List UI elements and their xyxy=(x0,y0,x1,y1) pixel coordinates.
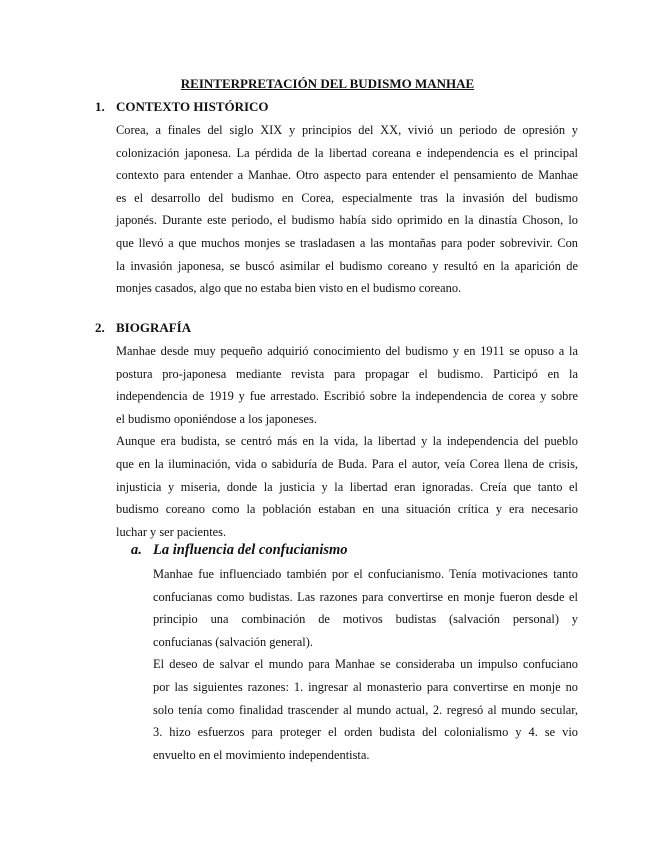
paragraph xyxy=(116,119,578,300)
subsection-title: La influencia del confucianismo xyxy=(153,542,348,558)
text-line: Manhae fue influenciado también por el confucianismo. Tenía motivaciones tanto xyxy=(153,567,578,581)
text-line: solo tenía como finalidad trascender al mundo actual, 2. regresó al mundo secular, xyxy=(153,702,578,717)
text-line: la invasión japonesa, se buscó asimilar el budismo coreano y resultó en la aparición de xyxy=(116,258,578,273)
subsection-letter: a. xyxy=(131,542,142,558)
text-line: injusticia y miseria, donde la justicia y la libertad eran ignoradas. Creía que tanto el xyxy=(116,479,578,494)
paragraph xyxy=(153,563,578,653)
text-line: envuelto en el movimiento independentista. xyxy=(153,747,370,762)
text-line: monjes casados, algo que no estaba bien visto en el budismo coreano. xyxy=(116,281,462,296)
text-line: colonización japonesa. La pérdida de la libertad coreana e independencia es el principal xyxy=(116,145,578,160)
section-heading-text: BIOGRAFÍA xyxy=(116,320,192,335)
paragraph xyxy=(116,340,578,430)
section-heading-biografia xyxy=(95,319,191,337)
text-line: contexto para entender a Manhae. Otro aspecto para entender el pensamiento de Manhae xyxy=(116,168,578,183)
text-line: postura pro-japonesa mediante revista para propagar el budismo. Participó en la xyxy=(116,366,578,381)
text-line: Manhae desde muy pequeño adquirió conocimiento del budismo y en 1911 se opuso a la xyxy=(116,344,578,358)
text-line: principio una combinación de motivos budistas (salvación personal) y xyxy=(153,612,578,627)
text-line: que llevó a que muchos monjes se trasladasen a las montañas para poder sobrevivir. Con xyxy=(116,235,578,250)
text-line: Aunque era budista, se centró más en la vida, la libertad y la independencia del pueblo xyxy=(116,434,578,449)
text-line: por las siguientes razones: 1. ingresar al monasterio para convertirse en monje no xyxy=(153,679,578,694)
section-heading-contexto xyxy=(95,98,269,116)
subsection-body-confucianismo xyxy=(153,563,578,766)
text-line: que en la iluminación, vida o sabiduría de Buda. Para el autor, veía Corea llena de crisis, xyxy=(116,456,578,471)
document-title: REINTERPRETACIÓN DEL BUDISMO MANHAE xyxy=(180,76,475,91)
text-line: el budismo oponiéndose a los japoneses. xyxy=(116,411,317,426)
text-line: budismo coreano como la población estaban en una situación crítica y era necesario xyxy=(116,502,578,517)
text-line: japonés. Durante este periodo, el budismo había sido oprimido en la dinastía Choson, lo xyxy=(116,213,578,228)
section-body-biografia xyxy=(116,340,578,543)
subsection-heading-confucianismo xyxy=(131,541,348,559)
section-number: 2. xyxy=(95,320,105,335)
section-body-contexto xyxy=(116,119,578,300)
text-line: El deseo de salvar el mundo para Manhae se consideraba un impulso confuciano xyxy=(153,657,578,672)
text-line: 3. hizo esfuerzos para proteger el orden budista del colonialismo y 4. se vio xyxy=(153,725,578,740)
paragraph xyxy=(153,653,578,766)
text-line: Corea, a finales del siglo XIX y principios del XX, vivió un periodo de opresión y xyxy=(116,123,578,137)
text-line: independencia de 1919 y fue arrestado. Escribió sobre la independencia de corea y sobre xyxy=(116,389,578,404)
text-line: luchar y ser pacientes. xyxy=(116,524,227,539)
text-line: confucianas (salvación general). xyxy=(153,634,313,649)
paragraph xyxy=(116,430,578,543)
section-heading-text: CONTEXTO HISTÓRICO xyxy=(116,99,269,114)
section-number: 1. xyxy=(95,99,105,114)
text-line: es el desarrollo del budismo en Corea, especialmente tras la invasión del budismo xyxy=(116,190,578,205)
text-line: confucianas como budistas. Las razones para convertirse en monje fueron desde el xyxy=(153,589,578,604)
